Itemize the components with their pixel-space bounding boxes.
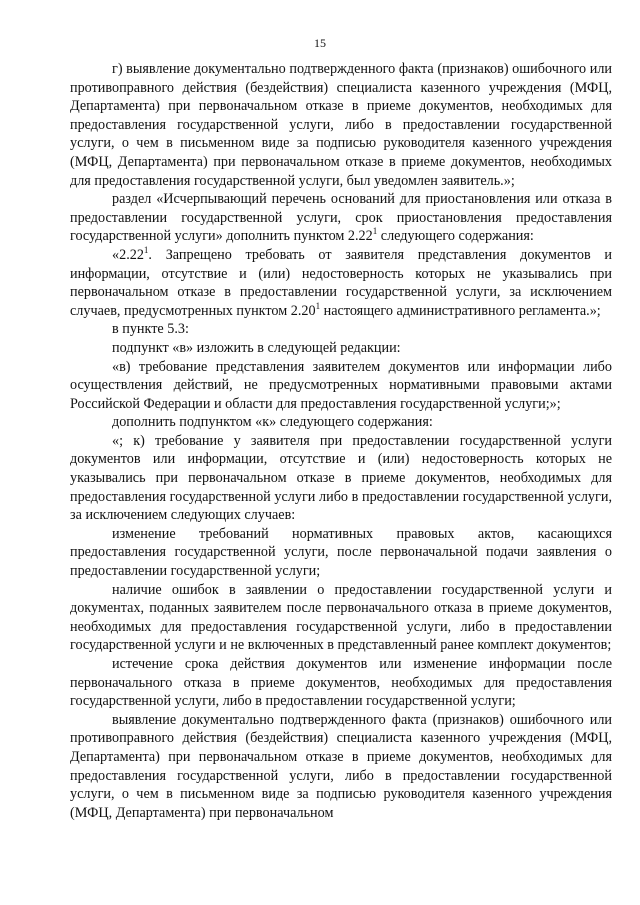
superscript: 1 <box>372 226 378 237</box>
page-number: 15 <box>314 36 326 50</box>
paragraph-item-5-3: в пункте 5.3: <box>112 321 189 338</box>
paragraph-subitem-v: «в) требование представления заявителем документов или информации либо осуществления действий, не предусмотренных нормативными правовыми актами Российской Федерации и области для предоставления государственной услуги;»; <box>70 358 612 412</box>
paragraph-subitem-v-intro: подпункт «в» изложить в следующей редакции: <box>112 339 401 356</box>
superscript: 1 <box>143 244 149 255</box>
paragraph-clause-2-22: «2.22$^1$. Запрещено требовать от заявителя представления документов и информации, отсутствие и (или) недостоверность которых не указывались при первоначальном отказе в предоставлении государственной услуги, за исключением случаев, предусмотренных пунктом 2.20$^1$ настоящего административного регламента.»; <box>70 244 612 319</box>
document-body <box>70 60 612 822</box>
paragraph-case-2: наличие ошибок в заявлении о предоставлении государственной услуги и документах, поданных заявителем после первоначального отказа в приеме документов, необходимых для предоставления государственной услуги, либо в предоставлении государственной услуги и не включенных в представленный ранее комплект документов; <box>70 581 612 654</box>
superscript: 1 <box>315 300 321 311</box>
paragraph-subitem-k: «; к) требование у заявителя при предоставлении государственной услуги документов или информации, отсутствие и (или) недостоверность которых не указывались при первоначальном отказе в приеме документов, необходимых для предоставления государственной услуги либо в предоставлении государственной услуги, за исключением следующих случаев: <box>70 432 612 524</box>
paragraph-case-4: выявление документально подтвержденного факта (признаков) ошибочного или противоправного действия (бездействия) специалиста казенного учреждения (МФЦ, Департамента) при первоначальном отказе в приеме документов, необходимых для предоставления государственной услуги, либо в предоставлении государственной услуги, о чем в письменном виде за подписью руководителя казенного учреждения (МФЦ, Департамента) при первоначальном <box>70 711 612 821</box>
paragraph-case-1: изменение требований нормативных правовых актов, касающихся предоставления государственной услуги, после первоначальной подачи заявления о предоставлении государственной услуги; <box>70 525 612 580</box>
paragraph-case-3: истечение срока действия документов или изменение информации после первоначального отказа в приеме документов, необходимых для предоставления государственной услуги, либо в предоставлении государственной услуги; <box>70 656 612 710</box>
paragraph-subitem-k-intro: дополнить подпунктом «к» следующего содержания: <box>112 414 433 431</box>
paragraph-g-item: г) выявление документально подтвержденного факта (признаков) ошибочного или противоправного действия (бездействия) специалиста казенного учреждения (МФЦ, Департамента) при первоначальном отказе в приеме документов, необходимых для предоставления государственной услуги, либо в предоставлении государственной услуги, о чем в письменном виде за подписью руководителя казенного учреждения (МФЦ, Департамента) при первоначальном отказе в приеме документов, необходимых для предоставления государственной услуги, был уведомлен заявитель.»; <box>70 61 612 189</box>
paragraph-section-amendment: раздел «Исчерпывающий перечень оснований для приостановления или отказа в предоставлении государственной услуги, срок приостановления предоставления государственной услуги» дополнить пунктом 2.22$^1$ следующего содержания: <box>70 191 612 245</box>
